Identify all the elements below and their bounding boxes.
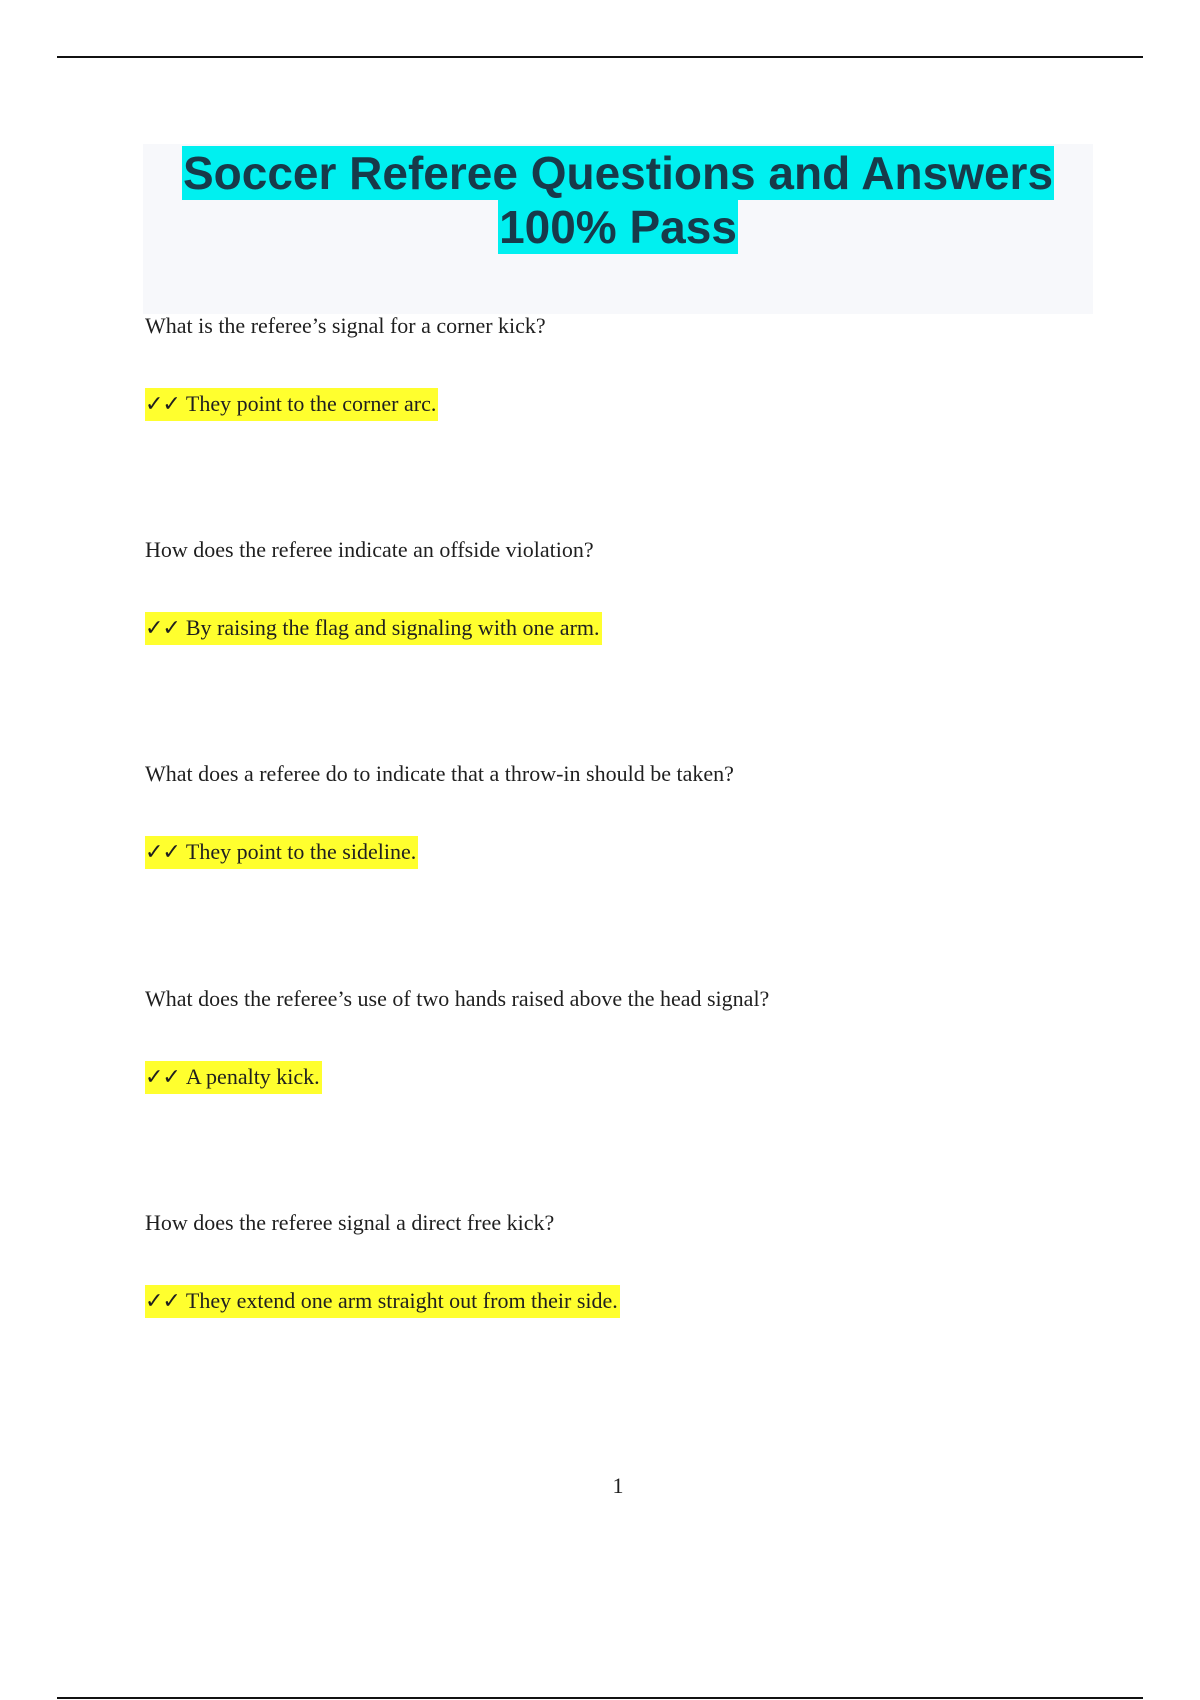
double-check-icon: ✓✓ bbox=[145, 840, 180, 865]
double-check-icon: ✓✓ bbox=[145, 392, 180, 417]
title-block bbox=[143, 144, 1093, 314]
answer-2 bbox=[145, 612, 602, 645]
qa-item-5 bbox=[145, 1209, 1105, 1314]
question-4: What does the referee’s use of two hands raised above the head signal? bbox=[145, 986, 770, 1011]
question-5: How does the referee signal a direct free kick? bbox=[145, 1210, 555, 1235]
question-1: What is the referee’s signal for a corner kick? bbox=[145, 313, 546, 338]
question-3: What does a referee do to indicate that a throw-in should be taken? bbox=[145, 761, 734, 786]
double-check-icon: ✓✓ bbox=[145, 1065, 180, 1090]
qa-item-4 bbox=[145, 985, 1105, 1090]
answer-3-text: They point to the sideline. bbox=[185, 839, 417, 864]
qa-item-3 bbox=[145, 760, 1105, 865]
qa-item-2 bbox=[145, 536, 1105, 641]
answer-2-text: By raising the flag and signaling with one arm. bbox=[185, 615, 600, 640]
page-number: 1 bbox=[612, 1473, 624, 1498]
question-2: How does the referee indicate an offside violation? bbox=[145, 537, 594, 562]
double-check-icon: ✓✓ bbox=[145, 1289, 180, 1314]
answer-5 bbox=[145, 1285, 620, 1318]
qa-item-1 bbox=[145, 312, 1105, 417]
bottom-rule bbox=[57, 1697, 1143, 1699]
document-title-line-1: Soccer Referee Questions and Answers bbox=[182, 147, 1054, 199]
top-rule bbox=[57, 56, 1143, 58]
answer-4-text: A penalty kick. bbox=[185, 1064, 320, 1089]
document-title-line-2: 100% Pass bbox=[499, 201, 737, 253]
answer-3 bbox=[145, 836, 418, 869]
answer-5-text: They extend one arm straight out from their side. bbox=[185, 1288, 618, 1313]
answer-1-text: They point to the corner arc. bbox=[185, 391, 437, 416]
answer-1 bbox=[145, 388, 438, 421]
answer-4 bbox=[145, 1061, 322, 1094]
double-check-icon: ✓✓ bbox=[145, 616, 180, 641]
